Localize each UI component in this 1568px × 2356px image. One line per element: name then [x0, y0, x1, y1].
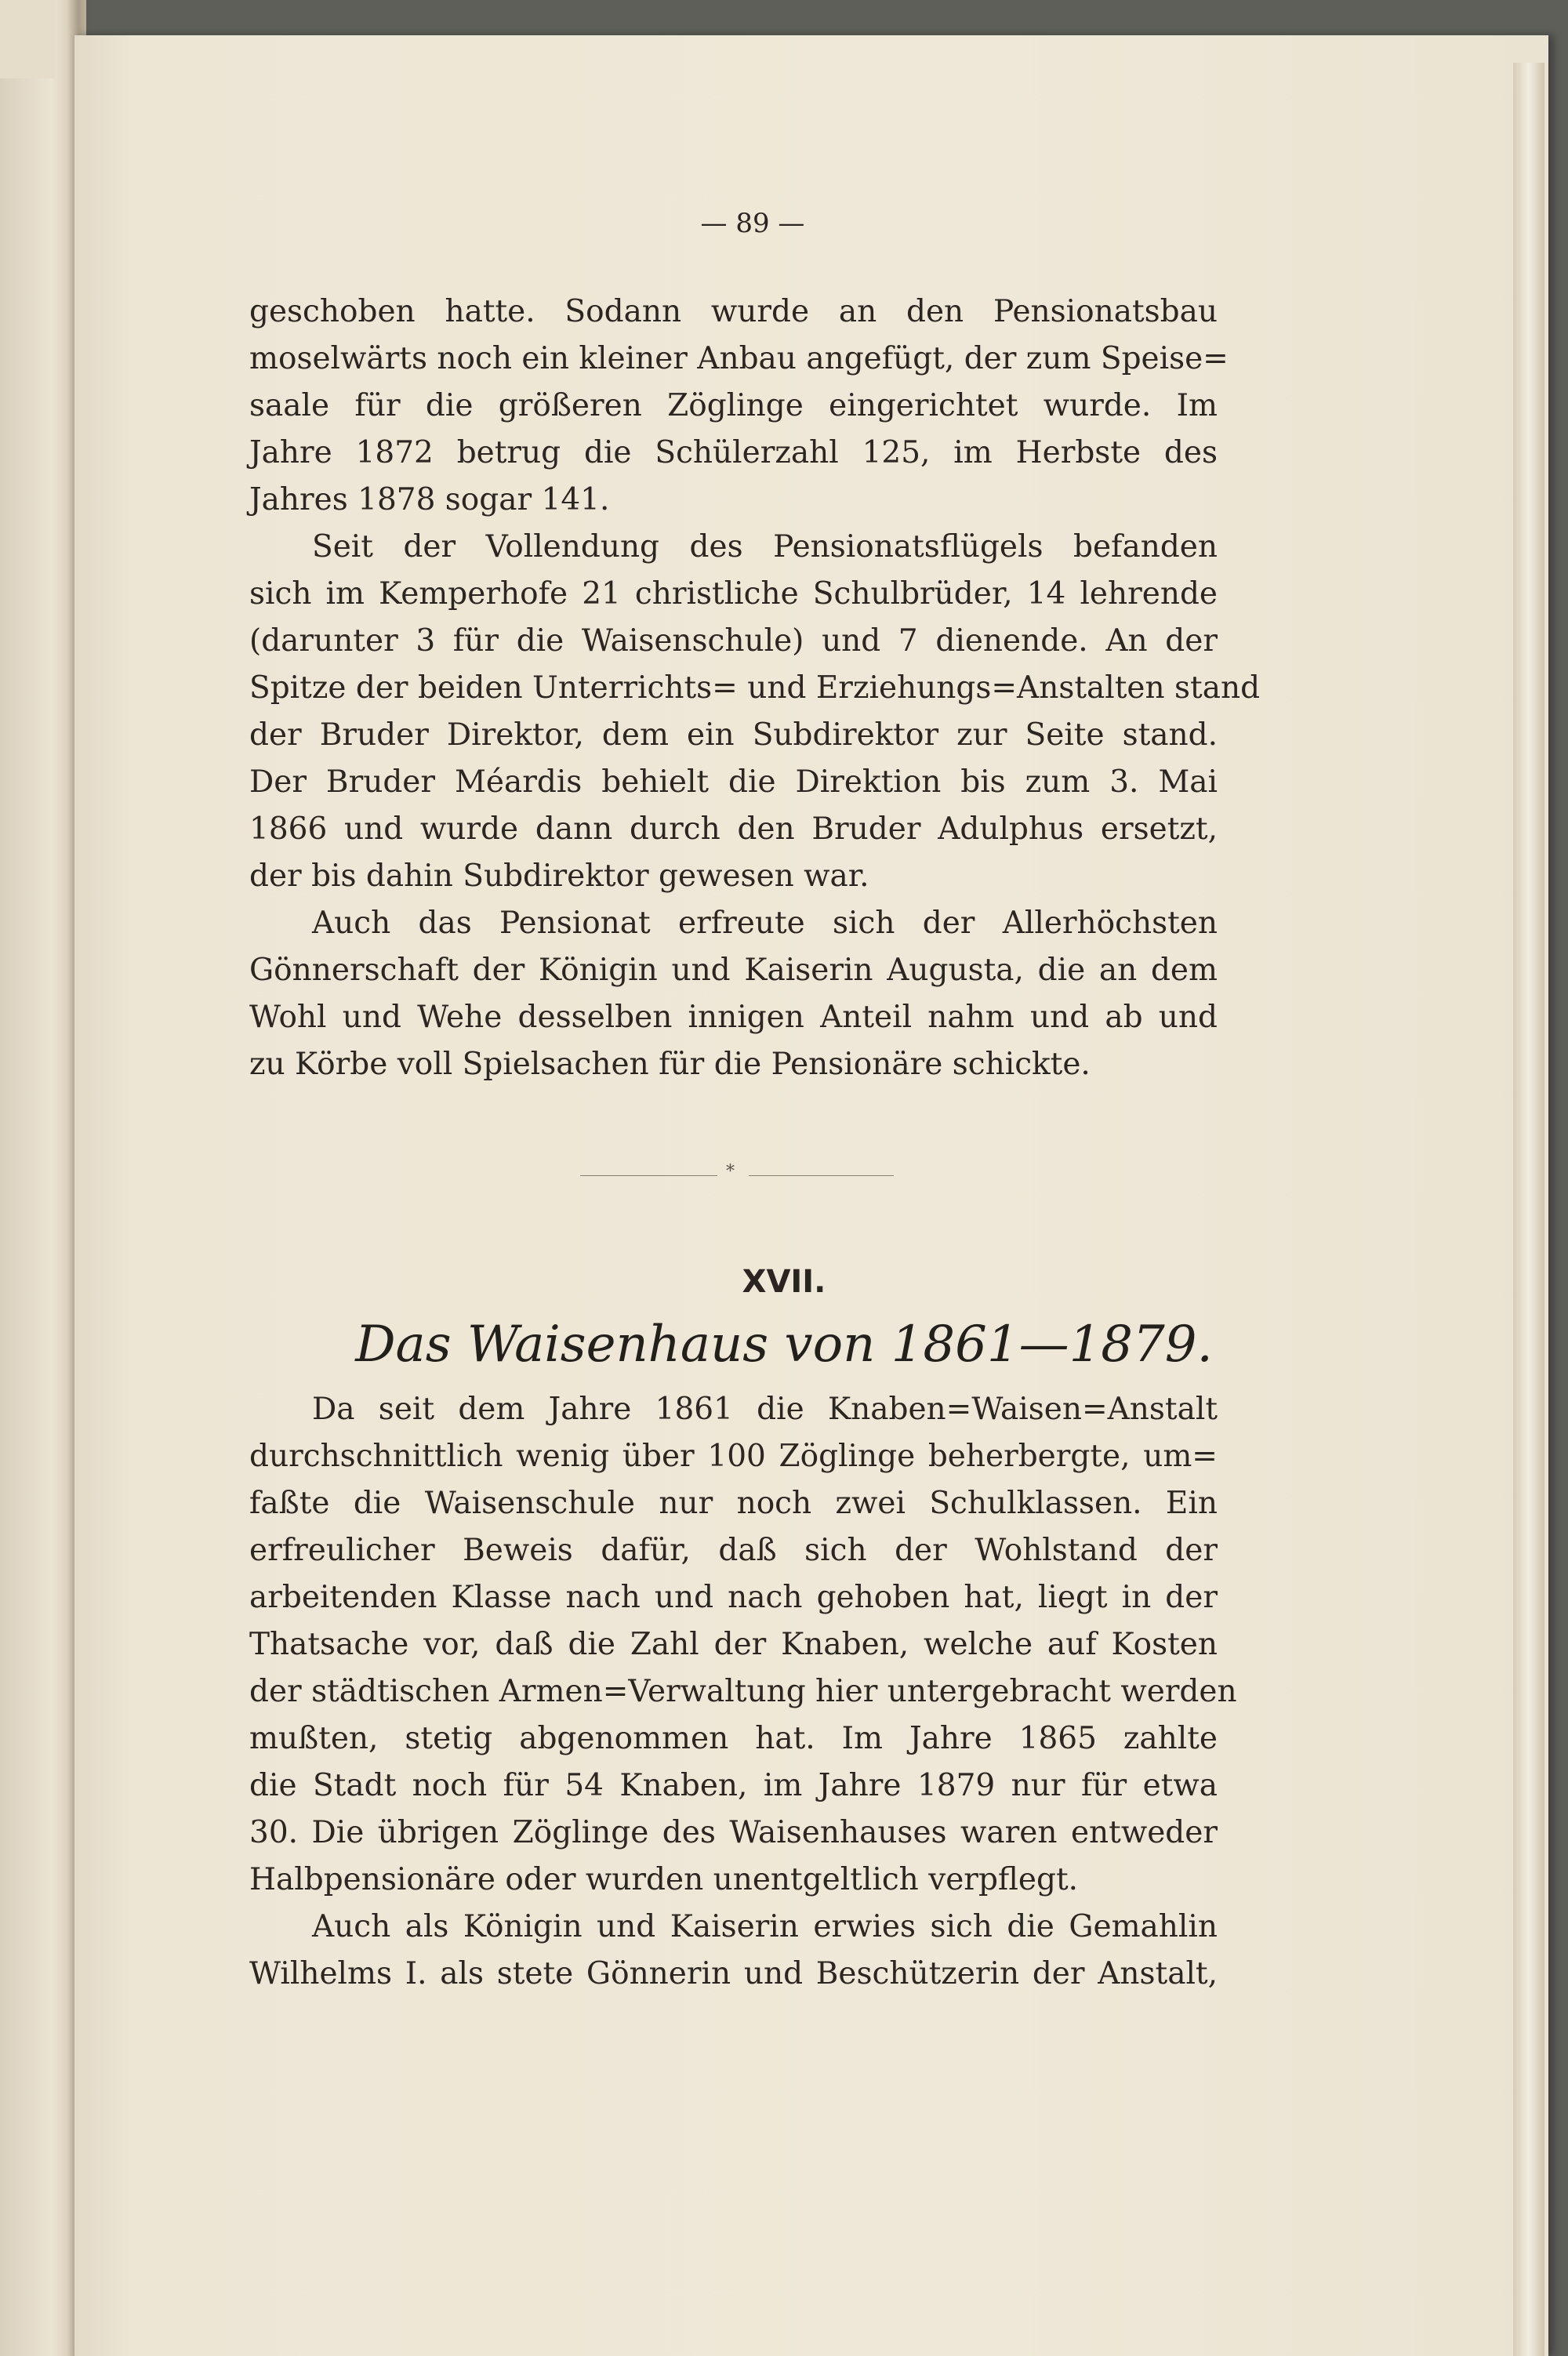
text-line: durchschnittlich wenig über 100 Zöglinge beherbergte, um=: [249, 1439, 1218, 1474]
text-line: Der Bruder Méardis behielt die Direktion bis zum 3. Mai: [249, 764, 1218, 800]
text-line: Jahres 1878 sogar 141.: [249, 482, 610, 517]
text-line: Seit der Vollendung des Pensionatsflügels befanden: [312, 529, 1218, 564]
text-line: faßte die Waisenschule nur noch zwei Schulklassen. Ein: [249, 1486, 1218, 1521]
text-line: Thatsache vor, daß die Zahl der Knaben, welche auf Kosten: [249, 1627, 1218, 1662]
text-line: erfreulicher Beweis dafür, daß sich der Wohlstand der: [249, 1533, 1218, 1568]
text-line: (darunter 3 für die Waisenschule) und 7 dienende. An der: [249, 623, 1218, 659]
text-line: geschoben hatte. Sodann wurde an den Pensionatsbau: [249, 294, 1218, 329]
text-line: zu Körbe voll Spielsachen für die Pensionäre schickte.: [249, 1047, 1091, 1082]
page-edge: [1513, 63, 1544, 2356]
text-line: der städtischen Armen=Verwaltung hier untergebracht werden: [249, 1674, 1237, 1709]
text-line: Da seit dem Jahre 1861 die Knaben=Waisen=Anstalt: [312, 1392, 1218, 1427]
text-line: Jahre 1872 betrug die Schülerzahl 125, im Herbste des: [249, 435, 1218, 470]
text-block-bottom: [249, 1386, 1237, 1998]
text-line: mußten, stetig abgenommen hat. Im Jahre 1865 zahlte: [249, 1721, 1218, 1756]
text-line: Gönnerschaft der Königin und Kaiserin Augusta, die an dem: [249, 953, 1218, 988]
text-line: Auch das Pensionat erfreute sich der Allerhöchsten: [312, 906, 1218, 941]
text-line: die Stadt noch für 54 Knaben, im Jahre 1879 nur für etwa: [249, 1768, 1218, 1803]
text-line: saale für die größeren Zöglinge eingerichtet wurde. Im: [249, 388, 1218, 423]
text-line: Spitze der beiden Unterrichts= und Erziehungs=Anstalten stand: [249, 670, 1261, 706]
chapter-title: Das Waisenhaus von 1861—1879.: [355, 1316, 1213, 1374]
divider-rule-right: [749, 1175, 894, 1176]
left-page-corner: [0, 0, 55, 78]
text-line: sich im Kemperhofe 21 christliche Schulbrüder, 14 lehrende: [249, 576, 1218, 612]
text-line: Halbpensionäre oder wurden unentgeltlich verpflegt.: [249, 1862, 1079, 1897]
text-line: moselwärts noch ein kleiner Anbau angefügt, der zum Speise=: [249, 341, 1229, 376]
divider-rule-left: [580, 1175, 717, 1176]
text-line: Wilhelms I. als stete Gönnerin und Beschützerin der Anstalt,: [249, 1956, 1218, 1991]
page-number: — 89 —: [700, 208, 805, 239]
text-line: Wohl und Wehe desselben innigen Anteil nahm und ab und: [249, 1000, 1218, 1035]
text-line: Auch als Königin und Kaiserin erwies sich die Gemahlin: [312, 1909, 1218, 1944]
text-line: 30. Die übrigen Zöglinge des Waisenhauses waren entweder: [249, 1815, 1218, 1850]
text-line: der Bruder Direktor, dem ein Subdirektor zur Seite stand.: [249, 717, 1218, 753]
text-line: arbeitenden Klasse nach und nach gehoben hat, liegt in der: [249, 1580, 1218, 1615]
divider-star: *: [726, 1162, 735, 1182]
text-block-top: [249, 289, 1261, 1088]
text-line: der bis dahin Subdirektor gewesen war.: [249, 859, 869, 894]
section-divider: [580, 1162, 894, 1184]
chapter-number: XVII.: [742, 1264, 826, 1300]
text-line: 1866 und wurde dann durch den Bruder Adulphus ersetzt,: [249, 811, 1218, 847]
